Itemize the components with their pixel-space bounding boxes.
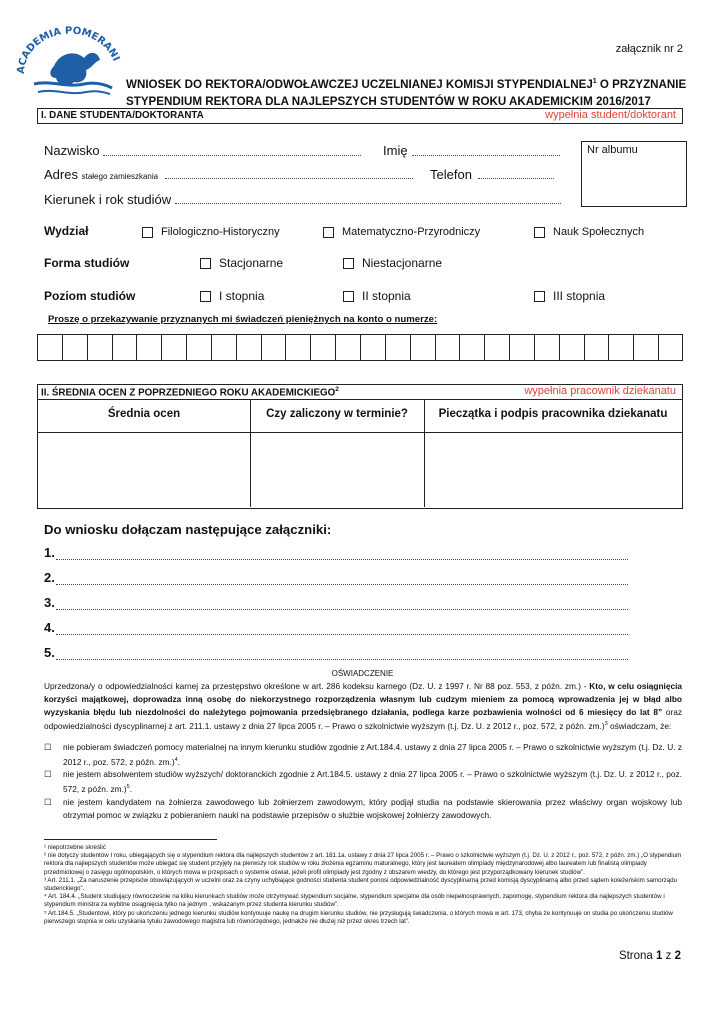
name-field[interactable]	[412, 155, 560, 156]
account-digit-divider	[62, 335, 63, 360]
checkbox-icon[interactable]: ☐	[44, 769, 52, 780]
account-digit-divider	[360, 335, 361, 360]
account-digit-divider	[136, 335, 137, 360]
checkbox[interactable]	[142, 227, 153, 238]
level-label: Poziom studiów	[44, 289, 136, 303]
footnote-divider	[44, 839, 217, 840]
account-digit-divider	[435, 335, 436, 360]
album-number-label: Nr albumu	[587, 144, 638, 156]
surname-field[interactable]	[103, 155, 361, 156]
address-label: Adres stałego zamieszkania	[44, 167, 159, 182]
grades-table	[37, 400, 683, 509]
attachment-number: załącznik nr 2	[615, 43, 683, 55]
attachment-field[interactable]	[56, 659, 628, 660]
account-digit-divider	[310, 335, 311, 360]
account-digit-divider	[658, 335, 659, 360]
attachment-item: 4.	[44, 620, 55, 635]
statement-item: ☐ nie jestem absolwentem studiów wyższych/ doktoranckich zgodnie z Art.184.5. ustawy z dnia 27 lipca 2005 r. – Prawo o szkolnictwie wyższym (t.j. Dz. U. z 2012 r., poz. 572, z późn. zm.)$^5$.	[44, 769, 682, 794]
statement-item: ☐ nie pobieram świadczeń pomocy materialnej na innym kierunku studiów zgodnie z Art.184.4. ustawy z dnia 27 lipca 2005 r. – Prawo o szkolnictwie wyższym (t.j. Dz. U. z 2012 r., poz. 572, z późn. zm.)$^4$.	[44, 742, 682, 767]
account-digit-divider	[236, 335, 237, 360]
stamp-cell[interactable]	[425, 433, 682, 507]
section1-filler: wypełnia student/doktorant	[545, 109, 676, 121]
account-digit-divider	[534, 335, 535, 360]
university-logo	[14, 22, 122, 102]
level-option-2[interactable]: II stopnia	[343, 289, 411, 303]
section2-title: II. ŚREDNIA OCEN Z POPRZEDNIEGO ROKU AKADEMICKIEGO$^2$	[41, 386, 339, 399]
statement-items	[44, 741, 682, 821]
account-digit-divider	[385, 335, 386, 360]
checkbox[interactable]	[200, 291, 211, 302]
on-time-cell[interactable]	[251, 433, 424, 507]
section2-header	[37, 384, 683, 400]
attachment-item: 5.	[44, 645, 55, 660]
form-label: Forma studiów	[44, 256, 130, 270]
surname-label: Nazwisko	[44, 143, 100, 158]
footnote: ³ Art. 211.1. „Za naruszenie przepisów obowiązujących w uczelni oraz za czyny uchybiające godności studenta student ponosi odpowiedzialność dyscyplinarną przed komisją dyscyplinarną albo przed sądem koleżeńskim samorządu studenckiego”.	[44, 876, 678, 893]
account-digit-divider	[459, 335, 460, 360]
account-digit-divider	[112, 335, 113, 360]
attachment-field[interactable]	[56, 559, 628, 560]
account-digit-divider	[211, 335, 212, 360]
griffin-emblem-icon	[14, 22, 122, 102]
account-digit-divider	[584, 335, 585, 360]
account-digit-divider	[559, 335, 560, 360]
checkbox[interactable]	[323, 227, 334, 238]
attachment-item: 3.	[44, 595, 55, 610]
faculty-option-3[interactable]: Nauk Społecznych	[534, 226, 644, 238]
faculty-option-2[interactable]: Matematyczno-Przyrodniczy	[323, 226, 480, 238]
checkbox[interactable]	[343, 258, 354, 269]
logo-text: ACADEMIA POMERANI	[15, 25, 122, 75]
footnote: ⁴ Art. 184.4. „Student studiujący równocześnie na kilku kierunkach studiów może otrzymywać stypendium socjalne, stypendium specjalne dla osób niepełnosprawnych, zapomogę, stypendium rektora dla najlepszych studentów i stypendium ministra za wybitne osiągnięcia tylko na jednym , wskazanym przez studenta kierunku studiów”.	[44, 893, 665, 909]
statement-item: ☐ nie jestem kandydatem na żołnierza zawodowego lub żołnierzem zawodowym, który podjął studia na podstawie skierowania przez właściwy organ wojskowy lub otrzymał pomoc w związku z pobieraniem nauki na podstawie przepisów o służbie wojskowej żołnierzy zawodowych.	[44, 796, 682, 820]
account-digit-divider	[186, 335, 187, 360]
attachment-field[interactable]	[56, 634, 628, 635]
account-digit-divider	[261, 335, 262, 360]
attachment-item: 1.	[44, 545, 55, 560]
section1-title: I. DANE STUDENTA/DOKTORANTA	[41, 110, 204, 121]
level-option-3[interactable]: III stopnia	[534, 289, 605, 303]
course-label: Kierunek i rok studiów	[44, 192, 172, 207]
checkbox-icon[interactable]: ☐	[44, 796, 52, 807]
phone-label: Telefon	[430, 167, 472, 182]
address-field[interactable]	[165, 178, 413, 179]
checkbox[interactable]	[343, 291, 354, 302]
attachment-item: 2.	[44, 570, 55, 585]
faculty-option-1[interactable]: Filologiczno-Historyczny	[142, 226, 280, 238]
statement-title: OŚWIADCZENIE	[331, 669, 394, 678]
form-option-1[interactable]: Stacjonarne	[200, 256, 283, 270]
checkbox-icon[interactable]: ☐	[44, 742, 52, 752]
form-option-2[interactable]: Niestacjonarne	[343, 256, 442, 270]
level-option-1[interactable]: I stopnia	[200, 289, 264, 303]
name-label: Imię	[383, 143, 408, 158]
section2-filler: wypełnia pracownik dziekanatu	[524, 385, 676, 397]
account-digit-divider	[87, 335, 88, 360]
album-number-box[interactable]	[581, 141, 687, 207]
attachment-field[interactable]	[56, 584, 628, 585]
col-stamp: Pieczątka i podpis pracownika dziekanatu	[438, 408, 668, 420]
attachments-heading: Do wniosku dołączam następujące załączniki:	[44, 522, 332, 537]
account-digit-divider	[484, 335, 485, 360]
statement-text: Uprzedzona/y o odpowiedzialności karnej za przestępstwo określone w art. 286 kodeksu karnego (Dz. U. z 1997 r. Nr 88 poz. 553, z późn. zm.) - Kto, w celu osiągnięcia korzyści majątkowej, doprowadza inną osobę do niekorzystnego rozporządzenia własnym lub cudzym mieniem za pomocą wprowadzenia jej w błąd albo wyzyskania błędu lub niezdolności do należytego pojmowania przedsiębranego działania, podlega karze pozbawienia wolności od 6 miesięcy do lat 8” oraz odpowiedzialności dyscyplinarnej z art. 211.1. ustawy z dnia 27 lipca 2005 r. – Prawo o szkolnictwie wyższym (t.j. Dz. U. z 2012 r., poz. 572, z późn. zm.)$^3$ oświadczam, że:	[44, 681, 683, 732]
section1-header	[37, 108, 683, 124]
account-request: Proszę o przekazywanie przyznanych mi świadczeń pieniężnych na konto o numerze:	[48, 314, 438, 325]
account-digit-divider	[161, 335, 162, 360]
account-digit-divider	[285, 335, 286, 360]
account-digit-divider	[633, 335, 634, 360]
footnote: ⁵ Art.184.5. „Studentowi, który po ukończeniu jednego kierunku studiów kontynuuje naukę na drugim kierunku studiów, nie przysługują świadczenia, o których mowa w art. 173, chyba że kontynuuje on studia po ukończeniu studiów pierwszego stopnia w celu uzyskania tytułu zawodowego magistra lub równorzędnego, jednakże nie dłużej niż przez okres trzech lat”.	[44, 909, 673, 925]
footnotes	[44, 844, 682, 926]
account-number-field[interactable]	[37, 334, 683, 361]
account-digit-divider	[335, 335, 336, 360]
col-average: Średnia ocen	[107, 408, 181, 420]
col-on-time: Czy zaliczony w terminie?	[266, 408, 408, 420]
faculty-label: Wydział	[44, 224, 89, 238]
checkbox[interactable]	[200, 258, 211, 269]
account-digit-divider	[509, 335, 510, 360]
checkbox[interactable]	[534, 291, 545, 302]
checkbox[interactable]	[534, 227, 545, 238]
course-field[interactable]	[175, 203, 561, 204]
footnote: ² nie dotyczy studentów I roku, ubiegających się o stypendium rektora dla najlepszych studentów z art. 181.1a. ustawy z dnia 27 lipca 2005 r. – Prawo o szkolnictwie wyższym (t.j. Dz. U. z 2012 r., poz. 572, z późn. zm.) „O stypendium rektora dla najlepszych studentów może ubiegać się student przyjęty na pierwszy rok studiów w roku złożenia egzaminu maturalnego, który jest laureatem olimpiady międzynarodowej albo laureatem lub finalistą olimpiady przedmiotowej o zasięgu ogólnopolskim, o których mowa w przepisach o systemie oświat, jeżeli profil olimpiady jest zgodny z obszarem wiedzy, do którego jest przyporządkowany kierunek studiów”.	[44, 852, 682, 876]
attachment-field[interactable]	[56, 609, 628, 610]
form-title: WNIOSEK DO REKTORA/ODWOŁAWCZEJ UCZELNIANEJ KOMISJI STYPENDIALNEJ$^1$ O PRZYZNANIE STYPENDIUM REKTORA DLA NAJLEPSZYCH STUDENTÓW W ROKU AKADEMICKIM 2016/2017	[126, 77, 687, 108]
footnote: ¹ niepotrzebne skreślić	[44, 844, 106, 851]
phone-field[interactable]	[478, 178, 554, 179]
page-number: Strona 1 z 2	[618, 950, 681, 962]
average-cell[interactable]	[38, 433, 250, 507]
account-digit-divider	[410, 335, 411, 360]
account-digit-divider	[608, 335, 609, 360]
